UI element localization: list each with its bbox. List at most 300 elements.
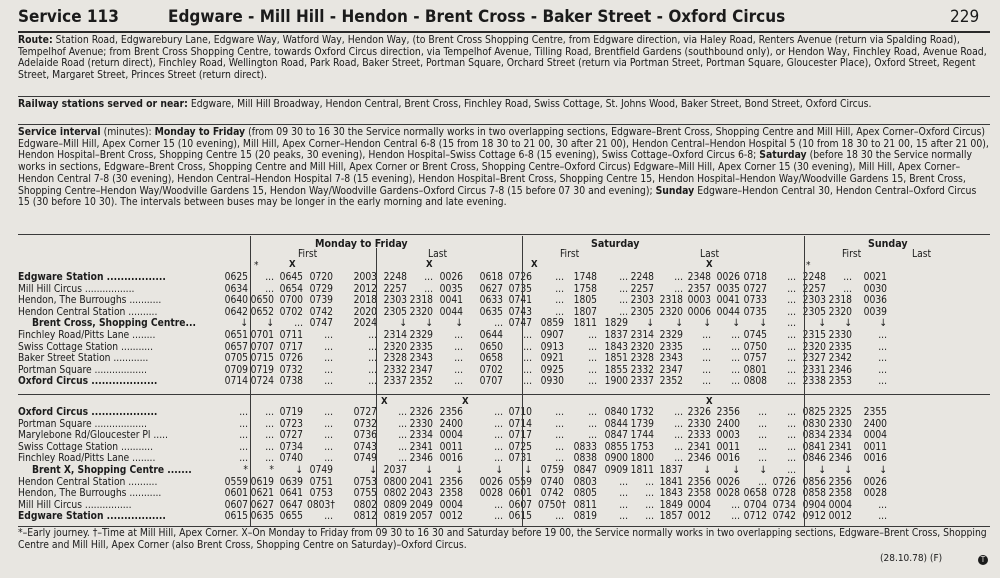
heading-sat-last: Last (700, 249, 720, 260)
heading-sun-last: Last (912, 249, 932, 260)
time-cell: ... (619, 295, 628, 307)
time-cell: 0012 (828, 511, 852, 523)
time-cell: 0750† (538, 499, 566, 511)
interval-label: Service interval (18, 126, 101, 138)
time-cell: ... (758, 453, 767, 465)
time-cell: 2346 (828, 453, 852, 465)
time-cell: ... (494, 453, 503, 465)
time-cell: ... (555, 453, 564, 465)
service-number: Service 113 (18, 7, 119, 27)
heading-saturday: Saturday (591, 238, 640, 250)
time-cell: 0734 (279, 441, 303, 453)
time-cell: 0846 (802, 453, 826, 465)
time-cell: ... (731, 499, 740, 511)
time-cell: 2346 (828, 364, 852, 376)
time-cell: ... (555, 407, 564, 418)
time-cell: ... (523, 329, 532, 341)
time-cell: 0625 (224, 272, 248, 283)
time-cell: ... (494, 430, 503, 442)
time-cell: ... (787, 306, 796, 318)
time-cell: ... (843, 283, 852, 295)
heading-mf-first: First (298, 249, 318, 260)
time-cell: 2347 (409, 364, 433, 376)
time-cell: 2314 (630, 329, 654, 341)
time-cell: ... (398, 453, 407, 465)
time-cell: ... (265, 441, 274, 453)
time-cell: ... (731, 329, 740, 341)
time-cell: 0016 (439, 453, 463, 465)
time-cell: 2343 (659, 353, 683, 365)
time-cell: ... (424, 272, 433, 283)
time-cell: 2343 (409, 353, 433, 365)
stop-name: Swiss Cottage Station ........... (18, 441, 154, 453)
time-cell: 2248 (802, 272, 826, 283)
time-cell: ... (494, 511, 503, 523)
time-cell: 1805 (573, 295, 597, 307)
stop-name: Portman Square .................. (18, 364, 147, 376)
time-cell: ... (878, 329, 887, 341)
time-cell: 0701 (250, 329, 274, 341)
time-cell: 0726 (772, 476, 796, 488)
section-mark-x: X (706, 259, 713, 270)
time-cell: ... (324, 341, 333, 353)
time-cell: 0855 (604, 441, 628, 453)
time-cell: 0658 (479, 353, 503, 365)
time-cell: 2320 (630, 341, 654, 353)
time-cell: ... (265, 272, 274, 283)
time-cell: 2352 (659, 376, 683, 388)
time-cell: 0641 (279, 488, 303, 500)
time-cell: ... (702, 376, 711, 388)
time-cell: 2334 (409, 430, 433, 442)
time-cell: 2318 (828, 295, 852, 307)
time-cell: ↓ (524, 464, 532, 476)
time-cell: 2303 (630, 295, 654, 307)
time-cell: 0753 (309, 488, 333, 500)
time-cell: 2003 (353, 272, 377, 283)
time-cell: ... (398, 430, 407, 442)
time-cell: 2335 (409, 341, 433, 353)
time-cell: ... (787, 407, 796, 418)
time-cell: 2329 (409, 329, 433, 341)
time-cell: 1811 (573, 318, 597, 330)
time-cell: 0004 (687, 499, 711, 511)
table-row (18, 453, 993, 465)
time-cell: 0004 (439, 430, 463, 442)
time-cell: ... (787, 272, 796, 283)
time-cell: ↓ (844, 318, 852, 330)
time-cell: 0702 (479, 364, 503, 376)
time-cell: 0858 (802, 488, 826, 500)
time-cell: ... (878, 499, 887, 511)
time-cell: 0755 (353, 488, 377, 500)
table-row (18, 376, 993, 388)
time-cell: 0028 (479, 488, 503, 500)
time-cell: 0757 (743, 353, 767, 365)
time-cell: ... (454, 364, 463, 376)
time-cell: ... (555, 306, 564, 318)
section-mark-x: X (531, 259, 538, 270)
stop-name: Baker Street Station ............ (18, 353, 149, 365)
time-cell: 2018 (353, 295, 377, 307)
column-separator (522, 236, 523, 526)
time-cell: ... (878, 511, 887, 523)
time-cell: ↓ (266, 318, 274, 330)
time-cell: 0035 (716, 283, 740, 295)
time-cell: 2325 (828, 407, 852, 418)
time-cell: 1748 (573, 272, 597, 283)
rule-route (18, 96, 990, 97)
time-cell: 0830 (802, 418, 826, 430)
time-cell: 1849 (659, 499, 683, 511)
time-cell: ... (398, 407, 407, 418)
time-cell: 2356 (439, 476, 463, 488)
time-cell: 0909 (604, 464, 628, 476)
time-cell: ... (265, 453, 274, 465)
time-cell: 0738 (279, 376, 303, 388)
time-cell: ... (494, 407, 503, 418)
time-cell: 1800 (630, 453, 654, 465)
time-cell: 1807 (573, 306, 597, 318)
time-cell: ... (555, 295, 564, 307)
time-cell: 2337 (383, 376, 407, 388)
time-cell: ... (588, 418, 597, 430)
table-row (18, 318, 993, 330)
time-cell: 2358 (687, 488, 711, 500)
time-cell: ... (787, 430, 796, 442)
stop-name: Swiss Cottage Station ........... (18, 341, 154, 353)
interval-sat-label: Saturday (759, 149, 807, 162)
time-cell: 2400 (716, 418, 740, 430)
time-cell: 2326 (409, 407, 433, 418)
time-cell: ↓ (759, 464, 767, 476)
time-cell: ... (494, 418, 503, 430)
time-cell: 0650 (479, 341, 503, 353)
route-label: Route: (18, 34, 53, 46)
time-cell: ... (702, 353, 711, 365)
time-cell: 0904 (802, 499, 826, 511)
time-cell: 2318 (659, 295, 683, 307)
time-cell: ... (702, 341, 711, 353)
time-cell: 0006 (687, 306, 711, 318)
time-cell: ↓ (369, 464, 377, 476)
time-cell: 0710 (508, 407, 532, 418)
time-cell: ↓ (732, 318, 740, 330)
time-cell: ... (878, 341, 887, 353)
time-cell: 1732 (630, 407, 654, 418)
heading-sunday: Sunday (868, 238, 908, 250)
time-cell: 0658 (743, 488, 767, 500)
time-cell: 2024 (353, 318, 377, 330)
table-row (18, 477, 993, 489)
time-cell: 0900 (604, 453, 628, 465)
time-cell: ↓ (879, 318, 887, 330)
time-cell: 0016 (716, 453, 740, 465)
table-row (18, 419, 993, 431)
time-cell: 2356 (716, 407, 740, 418)
time-cell: 1811 (630, 464, 654, 476)
time-cell: 0012 (687, 511, 711, 523)
time-cell: 0727 (743, 283, 767, 295)
time-cell: 0039 (863, 306, 887, 318)
time-cell: 0743 (353, 441, 377, 453)
time-cell: 0726 (508, 272, 532, 283)
time-cell: ... (619, 283, 628, 295)
time-cell: 2049 (409, 499, 433, 511)
time-cell: 2348 (687, 272, 711, 283)
time-cell: 0847 (573, 464, 597, 476)
time-cell: 0715 (250, 353, 274, 365)
time-cell: 0003 (716, 430, 740, 442)
table-row (18, 365, 993, 377)
time-cell: 2257 (802, 283, 826, 295)
time-cell: ... (239, 407, 248, 418)
time-cell: 0803† (307, 499, 335, 511)
interval-units: (minutes): (103, 126, 152, 138)
time-cell: ... (674, 407, 683, 418)
time-cell: 0647 (279, 499, 303, 511)
time-cell: 0633 (479, 295, 503, 307)
rule-railway (18, 124, 990, 125)
edition-date: (28.10.78) (F) (880, 553, 943, 564)
column-separator (804, 236, 805, 526)
time-cell: 0800 (383, 476, 407, 488)
time-cell: 2257 (630, 283, 654, 295)
time-cell: 2330 (828, 329, 852, 341)
time-cell: 1758 (573, 283, 597, 295)
time-cell: ↓ (495, 464, 503, 476)
time-cell: 2353 (828, 376, 852, 388)
time-cell: 0615 (508, 511, 532, 523)
time-cell: 0640 (224, 295, 248, 307)
time-cell: ... (494, 318, 503, 330)
time-cell: * (269, 464, 274, 476)
route-title: Edgware - Mill Hill - Hendon - Brent Cross - Baker Street - Oxford Circus (168, 7, 786, 27)
time-cell: 0847 (604, 430, 628, 442)
time-cell: ... (324, 364, 333, 376)
timetable-inbound (18, 407, 993, 523)
time-cell: ... (454, 329, 463, 341)
stop-name: Finchley Road/Pitts Lane ........ (18, 329, 156, 341)
time-cell: ... (645, 488, 654, 500)
time-cell: 2400 (863, 418, 887, 430)
time-cell: ... (265, 430, 274, 442)
time-cell: ... (674, 441, 683, 453)
time-cell: ... (324, 376, 333, 388)
time-cell: ... (324, 430, 333, 442)
table-row (18, 511, 993, 523)
time-cell: ... (731, 364, 740, 376)
time-cell: 0714 (508, 418, 532, 430)
time-cell: ... (555, 272, 564, 283)
time-cell: ... (555, 511, 564, 523)
time-cell: ... (588, 353, 597, 365)
time-cell: 0707 (250, 341, 274, 353)
time-cell: ↓ (425, 464, 433, 476)
time-cell: 2333 (687, 430, 711, 442)
time-cell: 0035 (439, 283, 463, 295)
interval-sun-label: Sunday (655, 184, 695, 197)
stop-name: Brent Cross, Shopping Centre... (32, 318, 196, 330)
time-cell: 0044 (439, 306, 463, 318)
time-cell: ... (588, 341, 597, 353)
table-row (18, 307, 993, 319)
time-cell: 0621 (250, 488, 274, 500)
time-cell: 2248 (383, 272, 407, 283)
time-cell: ... (674, 418, 683, 430)
time-cell: 2352 (409, 376, 433, 388)
time-cell: 1851 (604, 353, 628, 365)
section-mark-x: X (462, 396, 469, 407)
time-cell: 0021 (863, 272, 887, 283)
time-cell: 0028 (863, 488, 887, 500)
time-cell: 2342 (828, 353, 852, 365)
time-cell: 0747 (508, 318, 532, 330)
time-cell: ... (674, 283, 683, 295)
time-cell: 0011 (716, 441, 740, 453)
stop-name: Hendon Central Station .......... (18, 306, 158, 318)
time-cell: ... (619, 476, 628, 488)
table-row (18, 353, 993, 365)
time-cell: ... (787, 453, 796, 465)
time-cell: 1857 (659, 511, 683, 523)
time-cell: ... (454, 341, 463, 353)
time-cell: 2012 (353, 283, 377, 295)
time-cell: ... (398, 418, 407, 430)
table-row (18, 500, 993, 512)
time-cell: 1744 (630, 430, 654, 442)
time-cell: ↓ (455, 318, 463, 330)
section-mark-x: X (381, 396, 388, 407)
time-cell: 2346 (409, 453, 433, 465)
time-cell: 0634 (224, 283, 248, 295)
time-cell: 1841 (659, 476, 683, 488)
time-cell: ... (645, 511, 654, 523)
time-cell: ↓ (399, 318, 407, 330)
time-cell: 0833 (573, 441, 597, 453)
time-cell: 0750 (743, 341, 767, 353)
time-cell: 0004 (828, 499, 852, 511)
time-cell: 2327 (802, 353, 826, 365)
time-cell: ... (523, 376, 532, 388)
time-cell: 0026 (479, 476, 503, 488)
time-cell: ... (555, 418, 564, 430)
time-cell: 2320 (802, 341, 826, 353)
time-cell: 2338 (802, 376, 826, 388)
time-cell: 0559 (224, 476, 248, 488)
time-cell: 0805 (573, 488, 597, 500)
time-cell: ↓ (703, 318, 711, 330)
time-cell: ... (878, 376, 887, 388)
time-cell: 0601 (508, 488, 532, 500)
time-cell: 2355 (863, 407, 887, 418)
time-cell: 0720 (309, 272, 333, 283)
time-cell: ... (674, 453, 683, 465)
time-cell: 0840 (604, 407, 628, 418)
time-cell: 0742 (540, 488, 564, 500)
time-cell: ... (787, 376, 796, 388)
time-cell: 2320 (409, 306, 433, 318)
time-cell: * (243, 464, 248, 476)
time-cell: 0718 (743, 272, 767, 283)
time-cell: 2043 (409, 488, 433, 500)
time-cell: 0041 (716, 295, 740, 307)
time-cell: 2305 (383, 306, 407, 318)
time-cell: ... (265, 283, 274, 295)
time-cell: 0705 (224, 353, 248, 365)
time-cell: 2357 (687, 283, 711, 295)
time-cell: 2358 (828, 488, 852, 500)
time-cell: 2315 (802, 329, 826, 341)
time-cell: ↓ (675, 318, 683, 330)
time-cell: 0734 (772, 499, 796, 511)
section-mark-x: X (706, 396, 713, 407)
time-cell: 2335 (828, 341, 852, 353)
time-cell: 0655 (279, 511, 303, 523)
table-row (18, 430, 993, 442)
time-cell: 2332 (630, 364, 654, 376)
time-cell: 0735 (508, 283, 532, 295)
time-cell: 2303 (383, 295, 407, 307)
time-cell: 0825 (802, 407, 826, 418)
time-cell: ... (731, 511, 740, 523)
railway-label: Railway stations served or near: (18, 98, 188, 110)
time-cell: ... (758, 418, 767, 430)
time-cell: ... (787, 418, 796, 430)
time-cell: 0742 (772, 511, 796, 523)
stop-name: Finchley Road/Pitts Lane ........ (18, 453, 156, 465)
time-cell: 0753 (353, 476, 377, 488)
time-cell: 2057 (409, 511, 433, 523)
time-cell: 0644 (479, 329, 503, 341)
heading-mf-last: Last (428, 249, 448, 260)
time-cell: ... (239, 453, 248, 465)
time-cell: 2320 (828, 306, 852, 318)
time-cell: 0728 (772, 488, 796, 500)
table-row (18, 295, 993, 307)
timetable-outbound (18, 272, 993, 388)
time-cell: 2305 (630, 306, 654, 318)
time-cell: ... (523, 364, 532, 376)
time-cell: 0802 (353, 499, 377, 511)
time-cell: 0838 (573, 453, 597, 465)
time-cell: 2330 (828, 418, 852, 430)
interval-sat-text: (before 18 30 the Service normally works in sections, Edgware–Brent Cross, Shopping Centre and Mill Hill, Apex Corner or Brent Cross, Shopping Centre–Oxford Circus) Edgware–Mill Hill, Apex Corner 15 (30 evening), Mill Hill, Apex Corner–Hendon Central 7-8 (30 evening), Hendon Central–Hendon Hospital 7-8 (15 evening), Hendon Hospital–Brent Cross, Shopping Centre 15, Hendon Hospital–Hendon Way/Woodville Gardens 15, Brent Cross, Shopping Centre–Hendon Way/Woodville Gardens 15, Hendon Way/Woodville Gardens–Oxford Circus 7-8 (15 before 07 30 and evening); (18, 149, 972, 197)
time-cell: ... (324, 511, 333, 523)
time-cell: ↓ (818, 464, 826, 476)
time-cell: 0727 (353, 407, 377, 418)
time-cell: 0026 (439, 272, 463, 283)
time-cell: ... (787, 329, 796, 341)
table-row (18, 272, 993, 284)
time-cell: 2331 (802, 364, 826, 376)
time-cell: ... (588, 329, 597, 341)
time-cell: 0729 (309, 283, 333, 295)
time-cell: 0735 (743, 306, 767, 318)
early-journey-mark: * (254, 260, 259, 271)
time-cell: 0921 (540, 353, 564, 365)
time-cell: 0726 (279, 353, 303, 365)
route-paragraph (18, 35, 990, 82)
time-cell: ↓ (844, 464, 852, 476)
rule-interval (18, 234, 990, 235)
time-cell: 0809 (383, 499, 407, 511)
time-cell: 2358 (439, 488, 463, 500)
interval-mf-label: Monday to Friday (154, 126, 246, 138)
time-cell: 0742 (309, 306, 333, 318)
time-cell: 0702 (279, 306, 303, 318)
column-separator (376, 248, 377, 526)
